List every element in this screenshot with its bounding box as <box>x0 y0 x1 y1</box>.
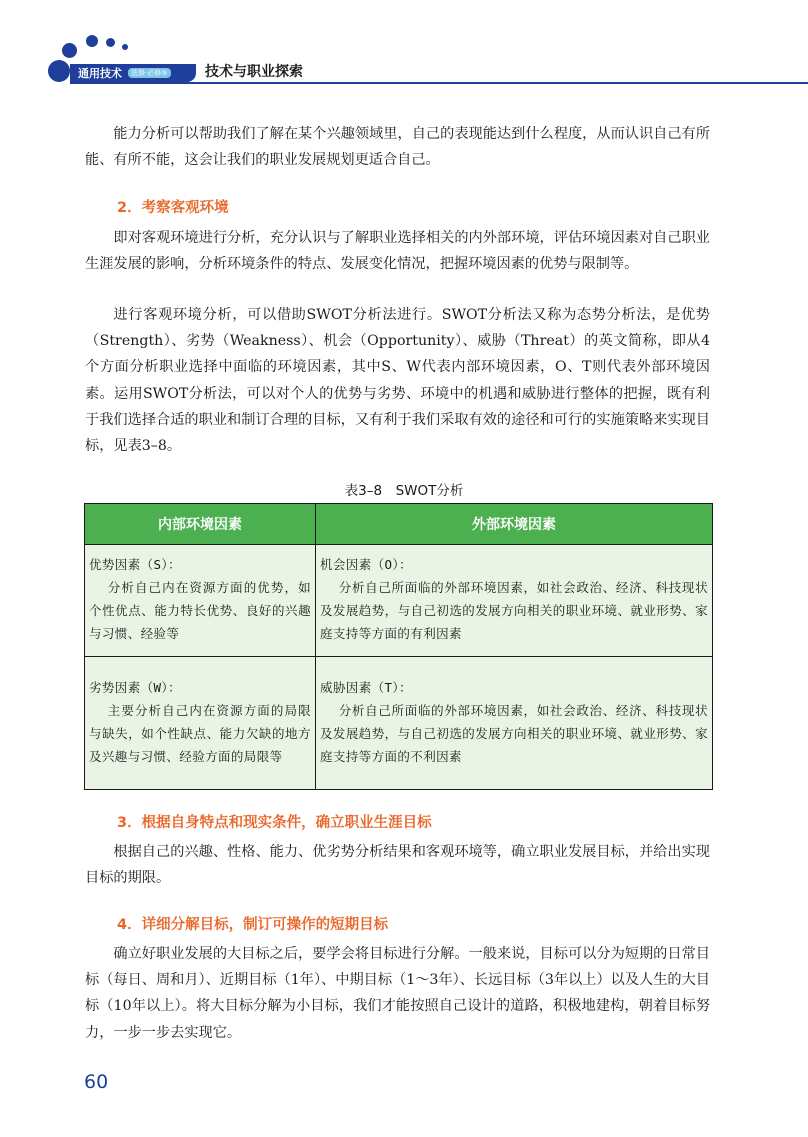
opportunity-cell <box>316 545 713 657</box>
header-series-badge <box>70 64 196 82</box>
table-caption: 表3–8 SWOT分析 <box>344 483 464 499</box>
section3-paragraph: 根据自己的兴趣、性格、能力、优劣势分析结果和客观环境等，确立职业发展目标，并给出实现目标的期限。 <box>85 844 710 887</box>
weakness-text: 主要分析自己内在资源方面的局限与缺失，如个性缺点、能力欠缺的地方及兴趣与习惯、经验方面的局限等 <box>89 702 311 764</box>
opportunity-text: 分析自己所面临的外部环境因素，如社会政治、经济、科技现状及发展趋势，与自己初选的发展方向相关的职业环境、就业形势、家庭支持等方面的有利因素 <box>320 580 708 641</box>
weakness-label: 劣势因素（W）： <box>89 679 181 695</box>
threat-cell <box>316 657 713 790</box>
strength-text: 分析自己内在资源方面的优势，如个性优点、能力特长优势、良好的兴趣与习惯、经验等 <box>89 580 311 641</box>
section2-paragraph-1: 即对客观环境进行分析，充分认识与了解职业选择相关的内外部环境，评估环境因素对自己职业生涯发展的影响，分析环境条件的特点、发展变化情况，把握环境因素的优势与限制等。 <box>85 230 710 273</box>
header-series-sub: 选修·必修⑤ <box>128 68 171 78</box>
strength-label: 优势因素（S）： <box>89 557 181 572</box>
header-series: 通用技术 <box>78 67 122 80</box>
swot-table <box>84 503 713 790</box>
weakness-cell <box>85 657 316 790</box>
intro-paragraph: 能力分析可以帮助我们了解在某个兴趣领域里，自己的表现能达到什么程度，从而认识自己有所能、有所不能，这会让我们的职业发展规划更适合自己。 <box>85 126 710 169</box>
section4-heading: 4．详细分解目标，制订可操作的短期目标 <box>117 917 389 933</box>
table-header-internal: 内部环境因素 <box>85 504 316 545</box>
page-number: 60 <box>84 1071 109 1093</box>
section3-heading: 3．根据自身特点和现实条件，确立职业生涯目标 <box>117 815 432 831</box>
table-header-external: 外部环境因素 <box>316 504 713 545</box>
section2-paragraph-2: 进行客观环境分析，可以借助SWOT分析法进行。SWOT分析法又称为态势分析法，是优势（Strength）、劣势（Weakness）、机会（Opportunity）、威胁（Threat）的英文简称，即从4个方面分析职业选择中面临的环境因素，其中S、W代表内部环境因素，O、T则代表外部环境因素。运用SWOT分析法，可以对个人的优势与劣势、环境中的机遇和威胁进行整体的把握，既有利于我们选择合适的职业和制订合理的目标，又有利于我们采取有效的途径和可行的实施策略来实现目标，见表3–8。 <box>85 307 710 455</box>
strength-cell <box>85 545 316 657</box>
section4-paragraph: 确立好职业发展的大目标之后，要学会将目标进行分解。一般来说，目标可以分为短期的日常目标（每日、周和月）、近期目标（1年）、中期目标（1～3年）、长远目标（3年以上）以及人生的大目标（10年以上）。将大目标分解为小目标，我们才能按照自己设计的道路，积极地建构，朝着目标努力，一步一步去实现它。 <box>85 946 710 1041</box>
header-title: 技术与职业探索 <box>205 64 303 80</box>
threat-label: 威胁因素（T）： <box>320 679 412 695</box>
section2-heading: 2．考察客观环境 <box>117 200 229 216</box>
threat-text: 分析自己所面临的外部环境因素，如社会政治、经济、科技现状及发展趋势，与自己初选的发展方向相关的职业环境、就业形势、家庭支持等方面的不利因素 <box>320 702 708 764</box>
opportunity-label: 机会因素（O）： <box>320 557 412 572</box>
header-rule <box>70 82 808 84</box>
